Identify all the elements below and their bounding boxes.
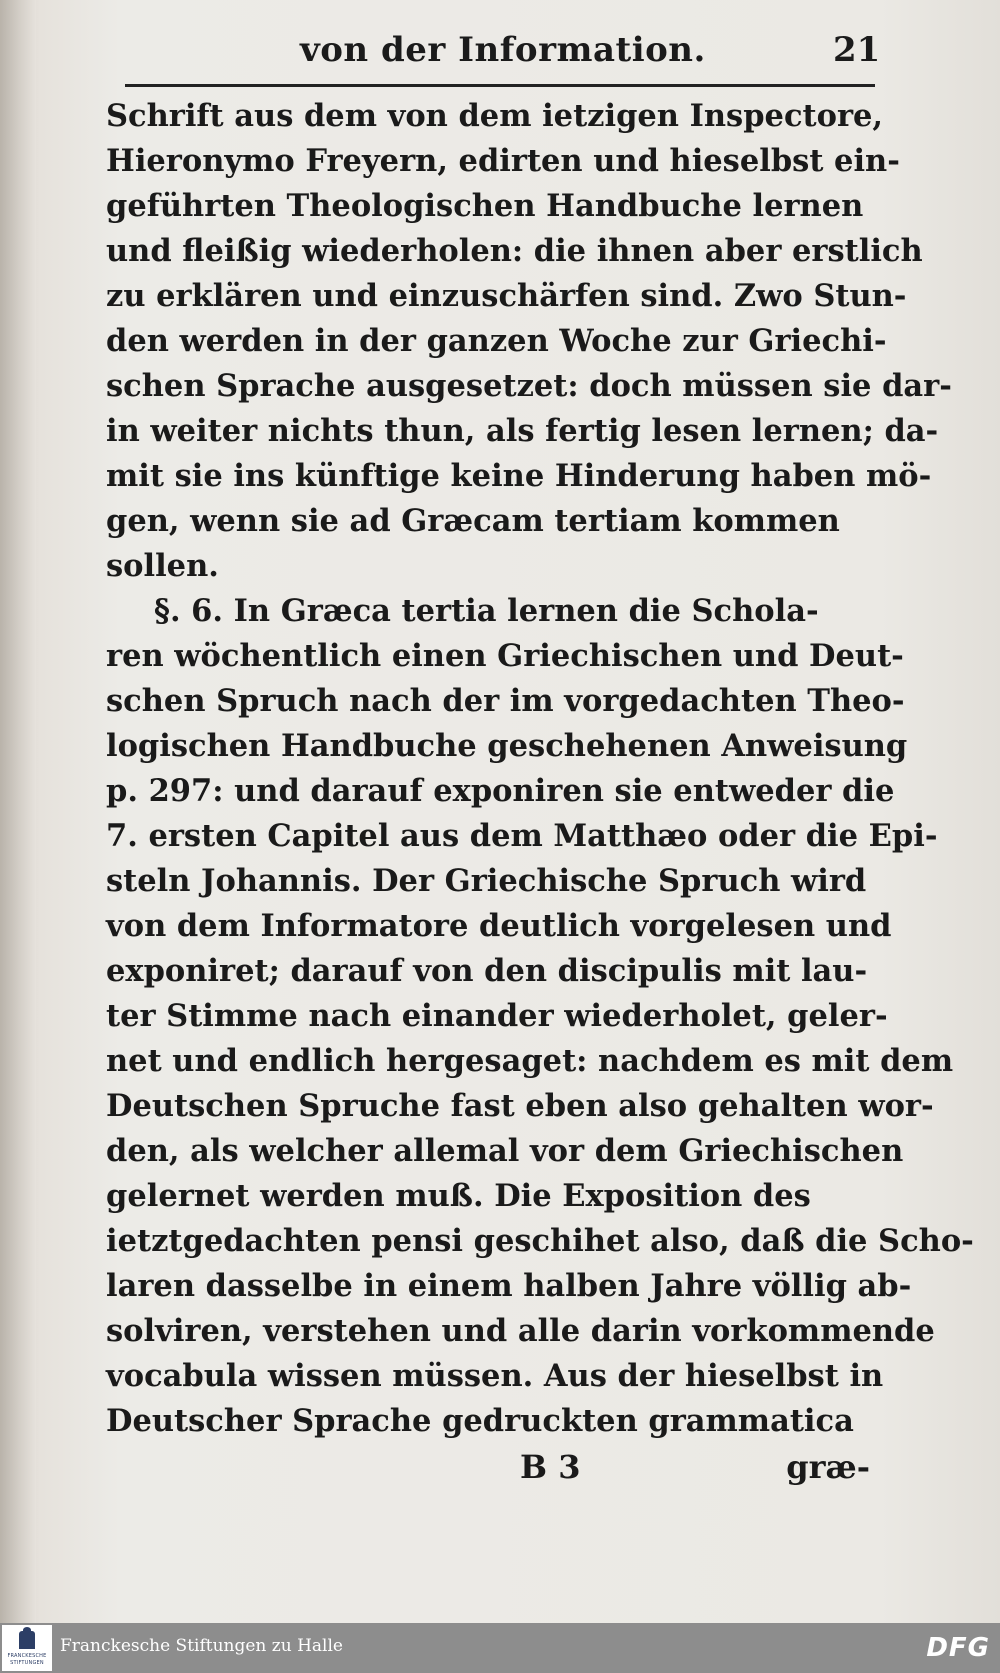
text-line: Deutschen Spruche fast eben also gehalten wor- [106,1088,934,1124]
text-line: schen Sprache ausgesetzet: doch müssen sie dar- [106,368,952,404]
text-line: geführten Theologischen Handbuche lernen [106,188,864,224]
dfg-logo[interactable]: DFG [926,1633,990,1663]
building-icon [19,1631,35,1649]
text-line: logischen Handbuche geschehenen Anweisung [106,728,908,764]
text-line: ietztgedachten pensi geschihet also, daß die Scho- [106,1223,974,1259]
text-line: von dem Informatore deutlich vorgelesen und [106,908,892,944]
text-line: Hieronymo Freyern, edirten und hieselbst ein- [106,143,900,179]
text-line: den, als welcher allemal vor dem Griechischen [106,1133,904,1169]
page-gutter-edge [0,0,36,1623]
text-line: zu erklären und einzuschärfen sind. Zwo Stun- [106,278,907,314]
text-line: p. 297: und darauf exponiren sie entweder die [106,773,895,809]
text-line: vocabula wissen müssen. Aus der hieselbst in [106,1358,884,1394]
catchword: græ- [786,1448,870,1486]
text-line: schen Spruch nach der im vorgedachten Theo- [106,683,905,719]
text-line: solviren, verstehen und alle darin vorkommende [106,1313,935,1349]
text-line: steln Johannis. Der Griechische Spruch wird [106,863,867,899]
logo-text-line2: STIFTUNGEN [10,1660,44,1666]
text-line: und fleißig wiederholen: die ihnen aber erstlich [106,233,923,269]
text-line: §. 6. In Græca tertia lernen die Schola- [154,593,819,629]
catch-line [520,1448,870,1493]
text-line: ren wöchentlich einen Griechischen und Deut- [106,638,904,674]
body-text [106,94,974,1444]
franckesche-logo[interactable] [2,1625,52,1671]
running-head: von der Information. [300,30,706,70]
viewer-footer [0,1623,1000,1673]
text-line: gen, wenn sie ad Græcam tertiam kommen [106,503,840,539]
signature-mark: B 3 [520,1448,581,1486]
header-rule [125,84,875,87]
text-line: in weiter nichts thun, als fertig lesen lernen; da- [106,413,939,449]
text-line: Schrift aus dem von dem ietzigen Inspectore, [106,98,884,134]
text-line: Deutscher Sprache gedruckten grammatica [106,1403,854,1439]
page-number: 21 [833,30,881,70]
text-line: 7. ersten Capitel aus dem Matthæo oder die Epi- [106,818,938,854]
text-line: exponiret; darauf von den discipulis mit lau- [106,953,868,989]
text-line: sollen. [106,548,219,584]
logo-text-line1: FRANCKESCHE [7,1653,47,1659]
text-line: laren dasselbe in einem halben Jahre völlig ab- [106,1268,912,1304]
institution-name: Franckesche Stiftungen zu Halle [60,1636,343,1656]
text-line: gelernet werden muß. Die Exposition des [106,1178,811,1214]
text-line: den werden in der ganzen Woche zur Griechi- [106,323,887,359]
text-line: mit sie ins künftige keine Hinderung haben mö- [106,458,932,494]
text-line: net und endlich hergesaget: nachdem es mit dem [106,1043,954,1079]
text-line: ter Stimme nach einander wiederholet, geler- [106,998,888,1034]
